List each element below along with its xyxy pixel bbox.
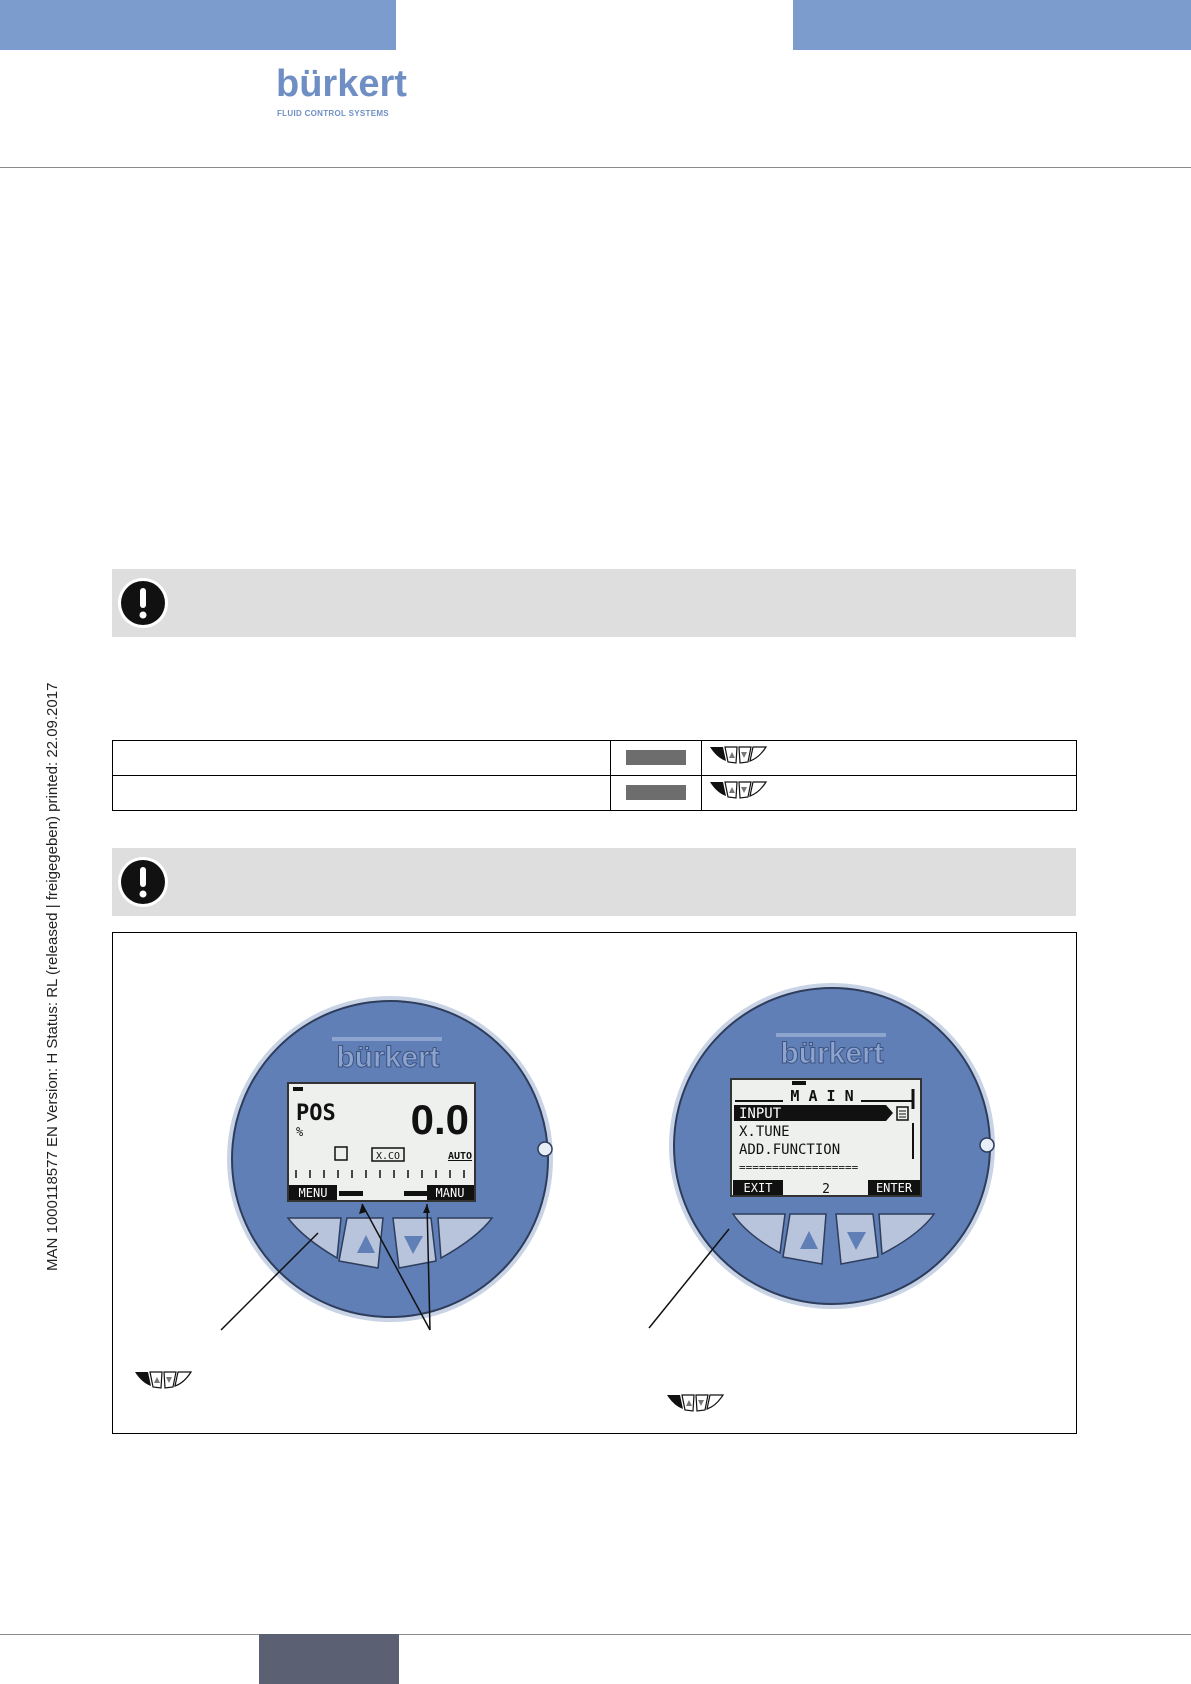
- right-device: [649, 983, 995, 1328]
- table-cell: [702, 776, 1077, 811]
- menu-item-xtune[interactable]: X.TUNE: [739, 1124, 790, 1140]
- exclamation-icon: [117, 856, 169, 908]
- header-bar-right: [793, 0, 1191, 50]
- document-status-note: MAN 1000118577 EN Version: H Status: RL (released | freigegeben) printed: 22.09.2017: [44, 682, 61, 1271]
- left-device: [221, 996, 553, 1330]
- arrow-keys-icon: [709, 779, 767, 803]
- up-arrow-button[interactable]: [783, 1214, 826, 1264]
- display-tag-auto: AUTO: [447, 1151, 473, 1162]
- exclamation-icon: [117, 577, 169, 629]
- table-cell: [113, 776, 611, 811]
- table-cell: [610, 741, 702, 776]
- figure-frame: [112, 932, 1077, 1434]
- softkey-symbol: [626, 750, 686, 765]
- table-row: [113, 776, 1077, 811]
- softkey-symbol: [626, 785, 686, 800]
- device-logo: bürkert: [780, 1037, 884, 1070]
- table-cell: [113, 741, 611, 776]
- softkey-label-manu: MANU: [435, 1186, 465, 1200]
- device-logo: bürkert: [336, 1041, 440, 1074]
- display-main-label: POS: [296, 1101, 336, 1126]
- device-displays-figure: [113, 933, 1076, 1433]
- footer-page-tab: [259, 1634, 399, 1684]
- notice-box: [112, 569, 1076, 637]
- softkey-label-menu: MENU: [298, 1186, 328, 1200]
- menu-page-number: 2: [822, 1182, 830, 1197]
- softkey-label-exit: EXIT: [743, 1181, 773, 1195]
- table-cell: [610, 776, 702, 811]
- header-bar-left: [0, 0, 396, 50]
- key-table: [112, 740, 1077, 811]
- menu-separator: ==================: [739, 1161, 859, 1174]
- table-cell: [702, 741, 1077, 776]
- brand-tagline: FLUID CONTROL SYSTEMS: [277, 109, 389, 118]
- up-arrow-button[interactable]: [339, 1218, 383, 1268]
- menu-item-input[interactable]: INPUT: [739, 1106, 782, 1122]
- menu-item-addfunction[interactable]: ADD.FUNCTION: [739, 1142, 841, 1158]
- softkey-label-enter: ENTER: [875, 1181, 913, 1195]
- menu-title: M A I N: [790, 1087, 854, 1105]
- arrow-keys-icon: [667, 1395, 723, 1411]
- header-divider: [0, 167, 1191, 168]
- footer-divider: [0, 1634, 1191, 1635]
- display-tag-xco: X.CO: [375, 1151, 401, 1162]
- table-row: [113, 741, 1077, 776]
- notice-box: [112, 848, 1076, 916]
- brand-logo: bürkert: [276, 63, 407, 105]
- display-value: 0.0: [410, 1096, 469, 1143]
- display-unit: %: [296, 1125, 304, 1139]
- arrow-keys-icon: [709, 744, 767, 768]
- arrow-keys-icon: [135, 1372, 191, 1388]
